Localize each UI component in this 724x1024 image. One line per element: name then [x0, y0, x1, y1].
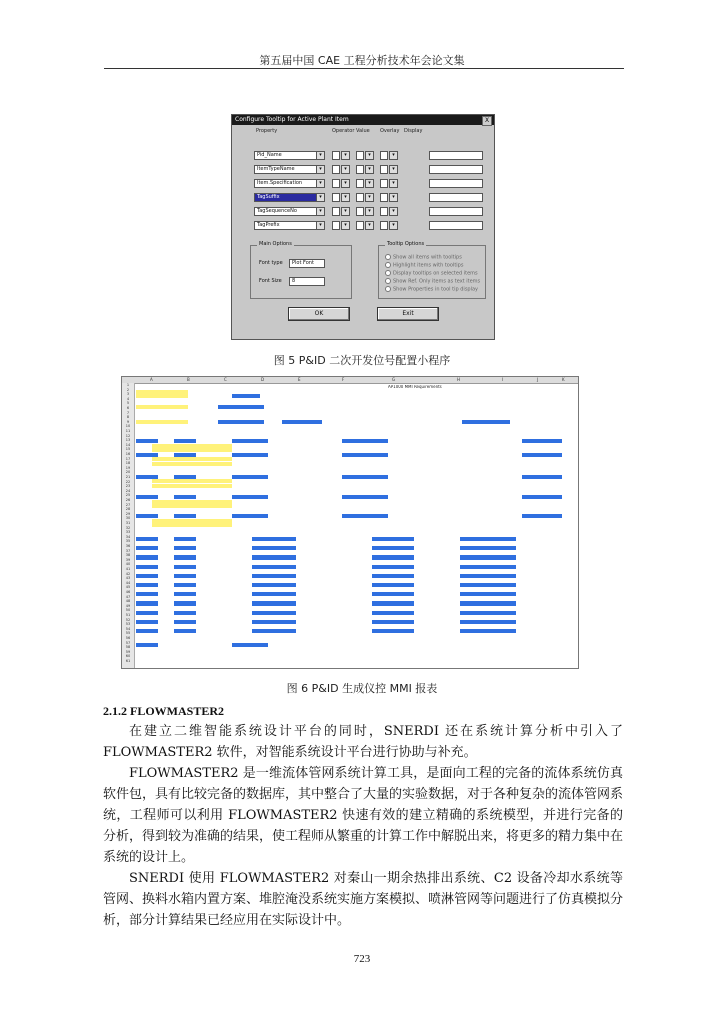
column-letter: C: [224, 377, 227, 382]
spreadsheet-cell: [460, 574, 516, 578]
row-number: 29: [125, 511, 131, 516]
tooltip-option[interactable]: Show all items with tooltips: [385, 254, 462, 261]
tooltip-config-dialog: [231, 114, 495, 340]
chevron-down-icon[interactable]: ▾: [341, 179, 350, 188]
row-number: 46: [125, 590, 131, 594]
spreadsheet-cell: [460, 611, 516, 615]
row-number: 8: [126, 415, 130, 420]
spreadsheet-cell: [174, 537, 196, 541]
row-number: 54: [125, 626, 131, 631]
col-header-overlay: Overlay: [380, 128, 400, 134]
operator-field[interactable]: [332, 193, 340, 202]
row-number: 50: [125, 608, 131, 613]
chevron-down-icon[interactable]: ▾: [365, 165, 374, 174]
spreadsheet-cell: [136, 620, 158, 624]
row-number: 22: [125, 479, 131, 484]
spreadsheet-cell: [136, 574, 158, 578]
value-field[interactable]: [356, 179, 364, 188]
chevron-down-icon[interactable]: ▾: [341, 165, 350, 174]
spreadsheet-cell: [252, 574, 296, 578]
spreadsheet-cell: [522, 453, 562, 457]
row-number: 60: [125, 654, 131, 659]
spreadsheet-cell: [174, 439, 196, 443]
row-number: 23: [125, 484, 131, 489]
spreadsheet-cell: [372, 555, 414, 559]
spreadsheet-cell: [252, 583, 296, 587]
operator-field[interactable]: [332, 221, 340, 230]
spreadsheet-cell: [136, 583, 158, 587]
spreadsheet-cell: [342, 453, 388, 457]
row-number: 13: [125, 438, 131, 443]
property-select[interactable]: Pid_Name: [254, 151, 324, 160]
row-number: 55: [125, 631, 131, 636]
row-number: 37: [125, 548, 131, 553]
spreadsheet-cell: [342, 495, 388, 499]
column-letter: G: [392, 377, 396, 382]
row-number: 59: [125, 649, 131, 654]
spreadsheet-cell: [174, 592, 196, 596]
spreadsheet-cell: [460, 629, 516, 633]
spreadsheet-cell: [152, 504, 232, 508]
sheet-title-cell: AP1000 MMI Requirements: [388, 385, 442, 389]
close-icon[interactable]: X: [482, 116, 492, 126]
row-number-bar: [122, 383, 135, 668]
running-header: 第五届中国 CAE 工程分析技术年会论文集: [259, 54, 465, 67]
spreadsheet-cell: [136, 405, 188, 409]
exit-button[interactable]: Exit: [377, 307, 439, 321]
page-number: 723: [353, 953, 371, 965]
property-select[interactable]: TagSequenceNo: [254, 207, 324, 216]
row-number: 15: [125, 447, 131, 452]
spreadsheet-cell: [174, 574, 196, 578]
row-number: 48: [125, 599, 131, 604]
overlay-field[interactable]: [380, 207, 388, 216]
property-select[interactable]: TagSuffix: [254, 193, 324, 202]
spreadsheet-cell: [174, 629, 196, 633]
spreadsheet-cell: [460, 620, 516, 624]
spreadsheet-cell: [522, 495, 562, 499]
operator-field[interactable]: [332, 151, 340, 160]
chevron-down-icon[interactable]: ▾: [316, 207, 325, 216]
spreadsheet-cell: [252, 629, 296, 633]
spreadsheet-cell: [460, 565, 516, 569]
chevron-down-icon[interactable]: ▾: [316, 193, 325, 202]
chevron-down-icon[interactable]: ▾: [316, 151, 325, 160]
row-number: 35: [125, 539, 131, 544]
spreadsheet-cell: [136, 601, 158, 605]
col-header-property: Property: [256, 128, 278, 134]
overlay-field[interactable]: [380, 151, 388, 160]
row-number: 7: [126, 410, 130, 415]
spreadsheet-cell: [372, 583, 414, 587]
header-rule: [104, 68, 624, 69]
column-letter: H: [457, 377, 461, 382]
value-field[interactable]: [356, 165, 364, 174]
row-number: 31: [125, 521, 131, 525]
spreadsheet-cell: [174, 611, 196, 615]
tooltip-option[interactable]: Highlight items with tooltips: [385, 262, 463, 269]
column-letter: B: [187, 377, 190, 382]
spreadsheet-cell: [252, 537, 296, 541]
column-letter: A: [150, 377, 153, 382]
column-letter: I: [502, 377, 504, 382]
row-number: 51: [125, 613, 131, 617]
spreadsheet-cell: [342, 439, 388, 443]
chevron-down-icon[interactable]: ▾: [389, 179, 398, 188]
row-number: 2: [126, 387, 130, 392]
spreadsheet-cell: [252, 601, 296, 605]
spreadsheet-cell: [136, 555, 158, 559]
paragraph: 在建立二维智能系统设计平台的同时，SNERDI 还在系统计算分析中引入了 FLOWMASTER2 软件，对智能系统设计平台进行协助与补充。: [103, 724, 623, 760]
spreadsheet-cell: [136, 495, 158, 499]
row-number: 25: [125, 493, 131, 498]
row-number: 24: [125, 488, 131, 493]
chevron-down-icon[interactable]: ▾: [365, 151, 374, 160]
display-field[interactable]: [429, 193, 483, 202]
column-letter: K: [562, 377, 565, 382]
chevron-down-icon[interactable]: ▾: [389, 207, 398, 216]
tooltip-option[interactable]: Show Ref. Only items as text items: [385, 278, 480, 285]
row-number: 36: [125, 544, 131, 548]
spreadsheet-cell: [252, 546, 296, 550]
row-number: 53: [125, 622, 131, 627]
spreadsheet-cell: [252, 555, 296, 559]
row-number: 11: [125, 429, 131, 433]
operator-field[interactable]: [332, 165, 340, 174]
font-type-select[interactable]: Plot Font: [289, 259, 325, 268]
overlay-field[interactable]: [380, 221, 388, 230]
chevron-down-icon[interactable]: ▾: [389, 151, 398, 160]
row-number: 49: [125, 603, 131, 608]
spreadsheet-cell: [372, 601, 414, 605]
spreadsheet-cell: [372, 546, 414, 550]
chevron-down-icon[interactable]: ▾: [316, 179, 325, 188]
tooltip-options-group: [378, 241, 486, 299]
display-field[interactable]: [429, 165, 483, 174]
spreadsheet-cell: [372, 565, 414, 569]
spreadsheet-cell: [460, 601, 516, 605]
value-field[interactable]: [356, 207, 364, 216]
spreadsheet-cell: [152, 479, 232, 483]
row-number: 28: [125, 507, 131, 512]
spreadsheet-cell: [152, 457, 232, 461]
col-header-operator: Operator: [332, 128, 355, 134]
spreadsheet-cell: [460, 546, 516, 550]
chevron-down-icon[interactable]: ▾: [365, 207, 374, 216]
spreadsheet-cell: [174, 601, 196, 605]
column-letter: F: [342, 377, 345, 382]
spreadsheet-cell: [174, 583, 196, 587]
spreadsheet-cell: [174, 514, 196, 518]
spreadsheet-cell: [136, 643, 158, 647]
chevron-down-icon[interactable]: ▾: [365, 221, 374, 230]
spreadsheet-cell: [232, 439, 268, 443]
spreadsheet-cell: [152, 523, 232, 527]
row-number: 1: [126, 383, 130, 387]
spreadsheet-cell: [372, 611, 414, 615]
spreadsheet-cell: [136, 592, 158, 596]
spreadsheet-cell: [460, 555, 516, 559]
row-number: 52: [125, 617, 131, 622]
spreadsheet-cell: [136, 439, 158, 443]
spreadsheet-cell: [136, 629, 158, 633]
overlay-field[interactable]: [380, 193, 388, 202]
spreadsheet-cell: [252, 565, 296, 569]
display-field[interactable]: [429, 221, 483, 230]
spreadsheet-cell: [174, 620, 196, 624]
spreadsheet-cell: [152, 448, 232, 452]
spreadsheet-cell: [174, 555, 196, 559]
font-size-select[interactable]: 8: [289, 277, 325, 286]
property-select[interactable]: ItemTypeName: [254, 165, 324, 174]
spreadsheet-cell: [252, 620, 296, 624]
property-select[interactable]: TagPrefix: [254, 221, 324, 230]
spreadsheet-cell: [460, 583, 516, 587]
spreadsheet-cell: [232, 453, 268, 457]
row-number: 32: [125, 525, 131, 530]
row-number: 57: [125, 640, 131, 645]
row-number: 10: [125, 424, 131, 429]
chevron-down-icon[interactable]: ▾: [389, 221, 398, 230]
chevron-down-icon[interactable]: ▾: [365, 193, 374, 202]
paragraph: SNERDI 使用 FLOWMASTER2 对秦山一期余热排出系统、C2 设备冷却水系统等管网、换料水箱内置方案、堆腔淹没系统实施方案模拟、喷淋管网等问题进行了仿真模拟分析，部分计算结果已经应用在实际设计中。: [103, 871, 624, 928]
value-field[interactable]: [356, 221, 364, 230]
row-number: 21: [125, 475, 131, 479]
row-number: 5: [126, 401, 130, 406]
col-header-value: Value: [356, 128, 370, 134]
row-number: 34: [125, 534, 131, 539]
row-number: 41: [125, 567, 131, 571]
row-number: 38: [125, 553, 131, 558]
display-field[interactable]: [429, 151, 483, 160]
display-field[interactable]: [429, 207, 483, 216]
spreadsheet-cell: [460, 537, 516, 541]
row-number: 12: [125, 433, 131, 438]
spreadsheet-cell: [174, 495, 196, 499]
chevron-down-icon[interactable]: ▾: [365, 179, 374, 188]
row-number: 16: [125, 452, 131, 456]
spreadsheet-cell: [372, 620, 414, 624]
tooltip-option[interactable]: Show Properties in tool tip display: [385, 286, 478, 293]
chevron-down-icon[interactable]: ▾: [389, 193, 398, 202]
spreadsheet-cell: [522, 514, 562, 518]
spreadsheet-cell: [152, 462, 232, 466]
row-number: 4: [126, 396, 130, 401]
spreadsheet-cell: [136, 420, 188, 424]
spreadsheet-cell: [372, 574, 414, 578]
spreadsheet-cell: [136, 394, 188, 398]
row-number: 18: [125, 461, 131, 466]
font-size-label: Font Size: [259, 278, 282, 284]
col-header-display: Display: [404, 128, 423, 134]
property-select[interactable]: Item.Specification: [254, 179, 324, 188]
overlay-field[interactable]: [380, 179, 388, 188]
tooltip-option[interactable]: Display tooltips on selected items: [385, 270, 478, 277]
row-number: 43: [125, 576, 131, 581]
paragraph: FLOWMASTER2 是一维流体管网系统计算工具，是面向工程的完备的流体系统仿真软件包，具有比较完备的数据库，其中整合了大量的实验数据，对于各种复杂的流体管网系统，工程师可以利用 FLOWMASTER2 快速有效的建立精确的系统模型，并进行完备的分析，得到较为准确的结果，使工程师从繁重的计算工作中解脱出来，将更多的精力集中在系统的设计上。: [103, 766, 624, 865]
ok-button[interactable]: OK: [288, 307, 350, 321]
spreadsheet-cell: [136, 537, 158, 541]
operator-field[interactable]: [332, 207, 340, 216]
row-number: 33: [125, 530, 131, 535]
chevron-down-icon[interactable]: ▾: [341, 193, 350, 202]
chevron-down-icon[interactable]: ▾: [341, 207, 350, 216]
spreadsheet-cell: [136, 565, 158, 569]
display-field[interactable]: [429, 179, 483, 188]
chevron-down-icon[interactable]: ▾: [341, 221, 350, 230]
row-number: 58: [125, 645, 131, 650]
row-number: 3: [126, 392, 130, 397]
column-letter: D: [261, 377, 265, 382]
row-number: 9: [126, 419, 130, 424]
spreadsheet-cell: [174, 565, 196, 569]
figure-6-caption: 图 6 P&ID 生成仪控 MMI 报表: [286, 682, 438, 695]
main-options-group: [250, 241, 352, 299]
row-number: 26: [125, 498, 131, 502]
spreadsheet-cell: [342, 475, 388, 479]
spreadsheet-cell: [136, 546, 158, 550]
spreadsheet-cell: [372, 537, 414, 541]
spreadsheet-cell: [232, 475, 268, 479]
spreadsheet-cell: [218, 420, 264, 424]
spreadsheet-cell: [232, 514, 268, 518]
overlay-field[interactable]: [380, 165, 388, 174]
value-field[interactable]: [356, 193, 364, 202]
spreadsheet-cell: [372, 592, 414, 596]
spreadsheet-cell: [232, 495, 268, 499]
spreadsheet-cell: [136, 611, 158, 615]
spreadsheet-cell: [174, 546, 196, 550]
column-letter: J: [537, 377, 539, 382]
row-number: 20: [125, 470, 131, 475]
spreadsheet-cell: [232, 394, 260, 398]
spreadsheet-cell: [462, 420, 510, 424]
section-heading: 2.1.2 FLOWMASTER2: [103, 704, 225, 718]
chevron-down-icon[interactable]: ▾: [341, 151, 350, 160]
row-number: 42: [125, 571, 131, 576]
operator-field[interactable]: [332, 179, 340, 188]
row-number: 19: [125, 465, 131, 470]
row-number: 47: [125, 594, 131, 599]
spreadsheet-cell: [252, 592, 296, 596]
row-number: 44: [125, 580, 131, 585]
row-number: 30: [125, 516, 131, 521]
spreadsheet-cell: [252, 611, 296, 615]
row-number: 6: [126, 406, 130, 410]
column-header-bar: [122, 377, 578, 384]
spreadsheet-cell: [152, 484, 232, 488]
row-number: 14: [125, 442, 131, 447]
spreadsheet-cell: [342, 514, 388, 518]
figure-5-caption: 图 5 P&ID 二次开发位号配置小程序: [273, 354, 451, 367]
row-number: 61: [125, 659, 131, 663]
group-title: Tooltip Options: [387, 241, 425, 247]
value-field[interactable]: [356, 151, 364, 160]
group-title: Main Options: [259, 241, 292, 247]
row-number: 40: [125, 562, 131, 567]
spreadsheet-cell: [372, 629, 414, 633]
row-number: 56: [125, 636, 131, 640]
spreadsheet-cell: [136, 514, 158, 518]
row-number: 17: [125, 456, 131, 461]
mmi-spreadsheet: [121, 376, 579, 669]
row-number: 45: [125, 585, 131, 590]
row-number: 39: [125, 557, 131, 562]
chevron-down-icon[interactable]: ▾: [316, 221, 325, 230]
spreadsheet-cell: [460, 592, 516, 596]
chevron-down-icon[interactable]: ▾: [316, 165, 325, 174]
spreadsheet-cell: [522, 475, 562, 479]
spreadsheet-cell: [232, 643, 268, 647]
spreadsheet-cell: [282, 420, 322, 424]
row-number: 27: [125, 502, 131, 507]
chevron-down-icon[interactable]: ▾: [389, 165, 398, 174]
spreadsheet-cell: [218, 405, 264, 409]
column-letter: E: [298, 377, 301, 382]
dialog-title: Configure Tooltip for Active Plant Item: [232, 115, 494, 125]
spreadsheet-cell: [522, 439, 562, 443]
font-type-label: Font type: [259, 260, 283, 266]
